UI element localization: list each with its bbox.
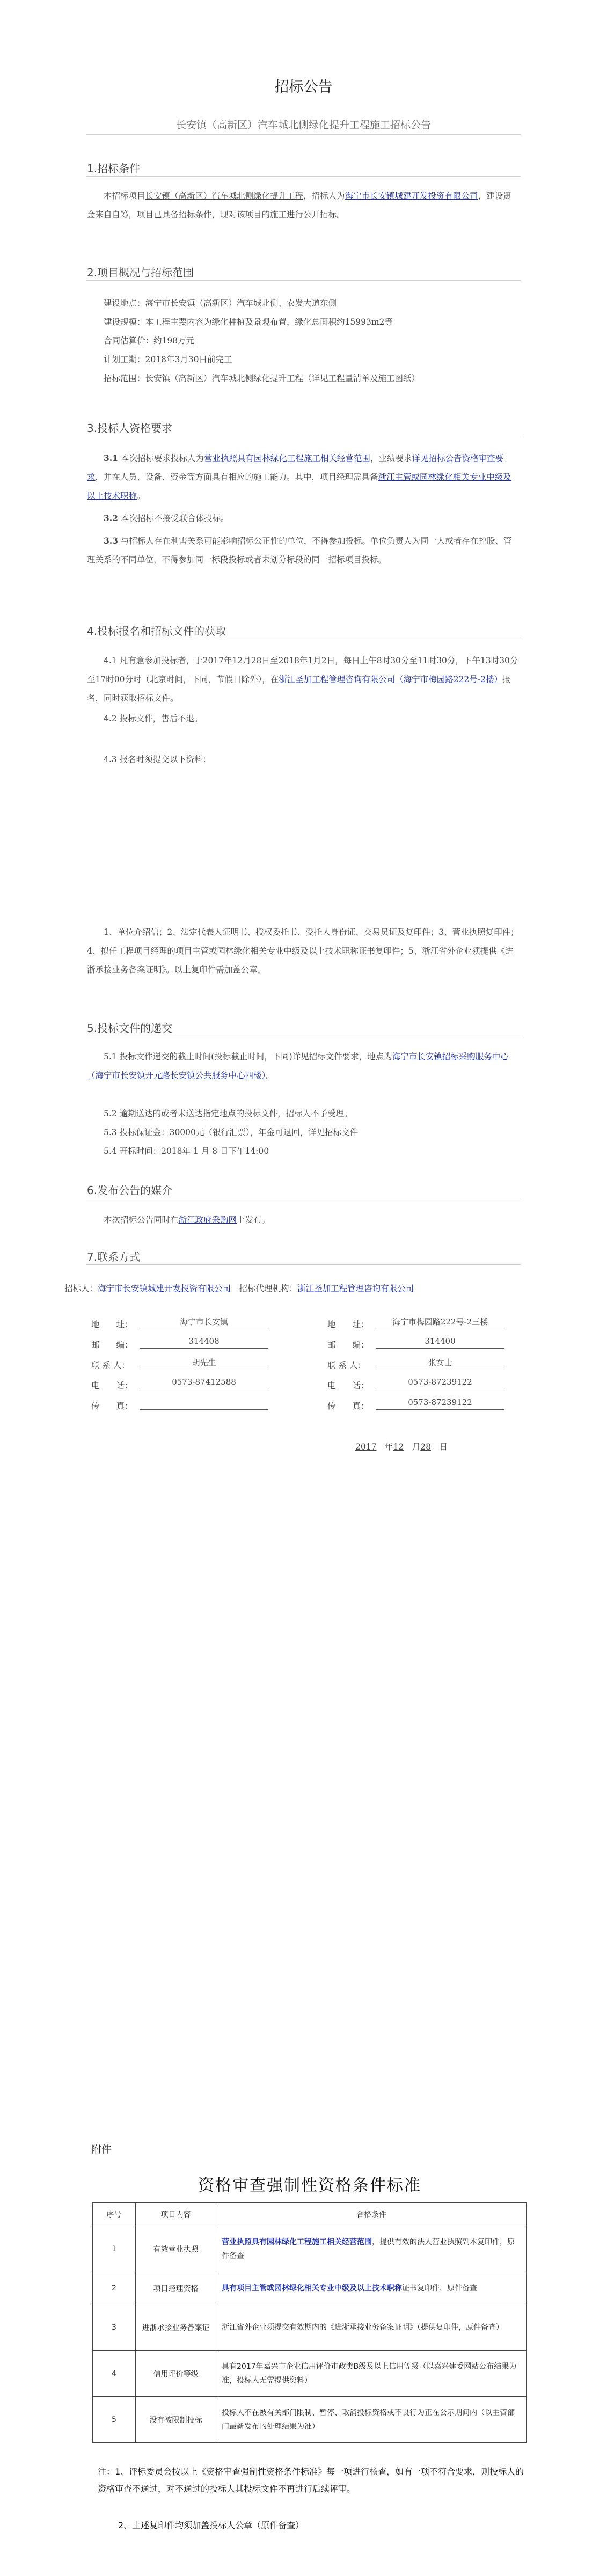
- agent-contact: 张女士: [376, 1357, 504, 1369]
- section-heading-4: 4.投标报名和招标文件的获取: [87, 625, 226, 638]
- registration-4-3: 4.3 报名时须提交以下资料：: [104, 755, 211, 764]
- column-header: 项目内容: [136, 2203, 216, 2226]
- media-text: 本次招标公告同时在浙江政府采购网上发布。: [104, 1215, 270, 1225]
- table-row: 2 项目经理资格 具有项目主管或园林绿化相关专业中级及以上技术职称证书复印件，原件备查: [93, 2272, 527, 2304]
- submission-place: 海宁市长安镇招标采购服务中心（海宁市长安镇开元路长安镇公共服务中心四楼）: [87, 1052, 509, 1080]
- annex-label: 附件: [91, 2143, 112, 2155]
- overview-line: 建设地点：海宁市长安镇（高新区）汽车城北侧、农发大道东侧: [104, 298, 337, 308]
- column-header: 序号: [93, 2203, 136, 2226]
- owner-phone: 0573-87412588: [140, 1377, 268, 1389]
- project-overview: [87, 294, 520, 388]
- column-header: 合格条件: [216, 2203, 527, 2226]
- notice-subtitle: 长安镇（高新区）汽车城北侧绿化提升工程施工招标公告: [175, 119, 431, 131]
- contact-owner: 海宁市长安镇城建开发投资有限公司: [98, 1284, 231, 1293]
- notice-date: 2017 年12 月28 日: [355, 1442, 448, 1452]
- contact-parties: 招标人：海宁市长安镇城建开发投资有限公司 招标代理机构：浙江圣加工程管理咨询有限公司: [64, 1284, 414, 1293]
- project-name: 长安镇（高新区）汽车城北侧绿化提升工程: [145, 191, 304, 201]
- section-1-text: 本招标项目长安镇（高新区）汽车城北侧绿化提升工程，招标人为海宁市长安镇城建开发投资有限公司，建设资金来自自筹，项目已具备招标条件，现对该项目的施工进行公开招标。: [87, 191, 511, 219]
- agent-address: 海宁市梅园路222号-2三楼: [376, 1316, 504, 1328]
- submission-5-2: 5.2 逾期送达的或者未送达指定地点的投标文件，招标人不予受理。: [104, 1109, 353, 1118]
- section-heading-6: 6.发布公告的媒介: [87, 1184, 173, 1197]
- agent-fax: 0573-87239122: [376, 1397, 504, 1410]
- registration-place: 浙江圣加工程管理咨询有限公司（海宁市梅园路222号-2楼）: [279, 675, 502, 684]
- table-header-row: [93, 2203, 527, 2226]
- media-link[interactable]: 浙江政府采购网: [178, 1215, 237, 1225]
- section-heading-3: 3.投标人资格要求: [87, 422, 173, 435]
- overview-line: 合同估算价：约198万元: [104, 336, 195, 346]
- overview-line: 招标范围：长安镇（高新区）汽车城北侧绿化提升工程（详见工程量清单及施工图纸）: [104, 374, 420, 383]
- table-row: 3 进浙承接业务备案证 浙江省外企业须提交有效期内的《进浙承接业务备案证明》（提供复印件，原件备查）: [93, 2304, 527, 2351]
- section-heading-2: 2.项目概况与招标范围: [87, 266, 194, 279]
- qualification-3-3: 3.3 与招标人存在利害关系可能影响招标公正性的单位，不得参加投标。单位负责人为同一人或者存在控股、管理关系的不同单位，不得参加同一标段投标或者未划分标段的同一招标项目投标。: [87, 536, 512, 565]
- overview-line: 建设规模：本工程主要内容为绿化种植及景观布置，绿化总面积约15993m2等: [104, 317, 393, 327]
- owner-name: 海宁市长安镇城建开发投资有限公司: [345, 191, 478, 201]
- registration-4-1: 4.1 凡有意参加投标者，于2017年12月28日至2018年1月2日，每日上午8时30分至11时30分，下午13时30分至17时00分时（北京时间，下同，节假日除外），在浙江圣加工程管理咨询有限公司（海宁市梅园路222号-2楼）报名，同时获取招标文件。: [87, 656, 518, 703]
- table-row: 4 信用评价等级 具有2017年嘉兴市企业信用评价市政类B级及以上信用等级（以嘉兴建委网站公布结果为准，投标人无需提供资料）: [93, 2351, 527, 2397]
- divider: [86, 280, 521, 281]
- fund-source: 自筹: [112, 210, 129, 219]
- required-documents: 1、单位介绍信；2、法定代表人证明书、授权委托书、受托人身份证、交易员证及复印件；3、营业执照复印件；4、拟任工程项目经理的项目主管或园林绿化相关专业中级及以上技术职称证书复印件；5、浙江省外企业须提供《进浙承接业务备案证明》。以上复印件需加盖公章。: [87, 927, 519, 975]
- owner-address: 海宁市长安镇: [140, 1316, 268, 1328]
- registration-4-2: 4.2 投标文件，售后不退。: [104, 714, 203, 723]
- annex-note-1: 注：1、评标委员会按以上《资格审查强制性资格条件标准》每一项进行核查，如有一项不符合要求，则投标人的资格审查不通过，对不通过的投标人其投标文件不再进行后续评审。: [98, 2467, 524, 2494]
- table-row: 1 有效营业执照 营业执照具有园林绿化工程施工相关经营范围，提供有效的法人营业执照副本复印件，原件备查: [93, 2226, 527, 2272]
- annex-title: 资格审查强制性资格条件标准: [198, 2176, 421, 2195]
- page-title: 招标公告: [274, 79, 333, 96]
- section-heading-7: 7.联系方式: [87, 1250, 141, 1263]
- contact-agent: 浙江圣加工程管理咨询有限公司: [297, 1284, 414, 1293]
- section-heading-5: 5.投标文件的递交: [87, 1022, 173, 1035]
- divider: [86, 176, 521, 177]
- submission-5-4: 5.4 开标时间：2018年 1 月 8 日下午14:00: [104, 1146, 269, 1156]
- tender-notice-page: 招标公告 长安镇（高新区）汽车城北侧绿化提升工程施工招标公告 1.招标条件 本招标项目长安镇（高新区）汽车城北侧绿化提升工程，招标人为海宁市长安镇城建开发投资有限公司，建设资金来自自筹，项目已具备招标条件，现对该项目的施工进行公开招标。 2.项目概况与招标范围 建设地点：海宁市长安镇（高新区）汽车城北侧、农发大道东侧 建设规模：本工程主要内容为绿化种植及景观布置，绿化总面积约15993m2等 合同估算价：约198万元 计划工期：2018年3月30日前完工 招标范围：长安镇（高新区）汽车城北侧绿化提升工程（详见工程量清单及施工图纸） 3.投标人资格要求 3.1 本次招标要求投标人为营业执照具有园林绿化工程施工相关经营范围，业绩要求详见招标公告资格审查要求，并在人员、设备、资金等方面具有相应的施工能力。其中，项目经理需具备浙江主管或园林绿化相关专业中级及以上技术职称。 3.2 本次招标不接受联合体投标。 3.3 与招标人存在利害关系可能影响招标公正性的单位，不得参加投标。单位负责人为同一人或者存在控股、管理关系的不同单位，不得参加同一标段投标或者未划分标段的同一招标项目投标。 4.投标报名和招标文件的获取 4.1 凡有意参加投标者，于2017年12月28日至2018年1月2日，每日上午8时30分至11时30分，下午13时30分至17时00分时（北京时间，下同，节假日除外），在浙江圣加工程管理咨询有限公司（海宁市梅园路222号-2楼）报名，同时获取招标文件。 4.2 投标文件，售后不退。 4.3 报名时须提交以下资料： 1、单位介绍信；2、法定代表人证明书、授权委托书、受托人身份证、交易员证及复印件；3、营业执照复印件；4、拟任工程项目经理的项目主管或园林绿化相关专业中级及以上技术职称证书复印件；5、浙江省外企业须提供《进浙承接业务备案证明》。以上复印件需加盖公章。 5.投标文件的递交 5.1 投标文件递交的截止时间(投标截止时间，下同)详见招标文件要求，地点为海宁市长安镇招标采购服务中心（海宁市长安镇开元路长安镇公共服务中心四楼）。 5.2 逾期送达的或者未送达指定地点的投标文件，招标人不予受理。 5.3 投标保证金：30000元（银行汇票），年金可退回，详见招标文件 5.4 开标时间：2018年 1 月 8 日下午14:00 6.发布公告的媒介 本次招标公告同时在浙江政府采购网上发布。 7.联系方式 招标人：海宁市长安镇城建开发投资有限公司 招标代理机构：浙江圣加工程管理咨询有限公司 地 址： 海宁市长安镇 地 址： 海宁市梅园路222号-2三楼 邮 编： 314408 邮 编： 314400 联 系 人： 胡先生 联 系 人： 张女士 电 话： 0573-87412588 电 话： 0573-87239122 传 真： 传 真： 0573-87239122 2017 年12 月28 日 附件 资格审查强制性资格条件标准 序号 项目内容 合格条件 1 有效营业执照 营业执照具有园林绿化工程施工相关经营范围，提供有效的法人营业执照副本复印件，原件备查 2 项目经理资格 具有项目主管或园林绿化相关专业中级及以上技术职称证书复印件，原件备查 3 进浙承接业务备案证 浙江省外企业须提交有效期内的《进浙承接业务备案证明》（提供复印件，原件备查） 4 信用评价等级 具有2017年嘉兴市企业信用评价市政类B级及以上信用等级（以嘉兴建委网站公布结果为准，投标人无需提供资料） 5 没有被限制投标 投标人不在被有关部门限制、暂停、取消投标资格或不良行为正在公示期间内（以主管部门最新发布的处理结果为准） 注：1、评标委员会按以上《资格审查强制性资格条件标准》每一项进行核查，如有一项不符合要求，则投标人的资格审查不通过，对不通过的投标人其投标文件不再进行后续评审。 2、上述复印件均须加盖投标人公章（原件备查）: [0, 0, 607, 2576]
- agent-phone: 0573-87239122: [376, 1377, 504, 1389]
- qualification-3-2: 3.2 本次招标不接受联合体投标。: [104, 513, 229, 523]
- owner-postcode: 314408: [140, 1336, 268, 1349]
- agent-postcode: 314400: [376, 1336, 504, 1349]
- owner-contact: 胡先生: [140, 1357, 268, 1369]
- section-heading-1: 1.招标条件: [87, 162, 141, 175]
- overview-line: 计划工期：2018年3月30日前完工: [104, 355, 232, 364]
- submission-5-1: 5.1 投标文件递交的截止时间(投标截止时间，下同)详见招标文件要求，地点为海宁市长安镇招标采购服务中心（海宁市长安镇开元路长安镇公共服务中心四楼）。: [87, 1052, 509, 1080]
- annex-note-2: 2、上述复印件均须加盖投标人公章（原件备查）: [118, 2520, 304, 2530]
- divider: [86, 134, 521, 135]
- qualification-table: [92, 2202, 527, 2443]
- divider: [86, 1264, 521, 1265]
- qualification-3-1: 3.1 本次招标要求投标人为营业执照具有园林绿化工程施工相关经营范围，业绩要求详见招标公告资格审查要求，并在人员、设备、资金等方面具有相应的施工能力。其中，项目经理需具备浙江主管或园林绿化相关专业中级及以上技术职称。: [87, 453, 511, 501]
- submission-5-3: 5.3 投标保证金：30000元（银行汇票），年金可退回，详见招标文件: [104, 1128, 359, 1137]
- table-row: 5 没有被限制投标 投标人不在被有关部门限制、暂停、取消投标资格或不良行为正在公示期间内（以主管部门最新发布的处理结果为准）: [93, 2397, 527, 2443]
- owner-fax: [140, 1397, 268, 1410]
